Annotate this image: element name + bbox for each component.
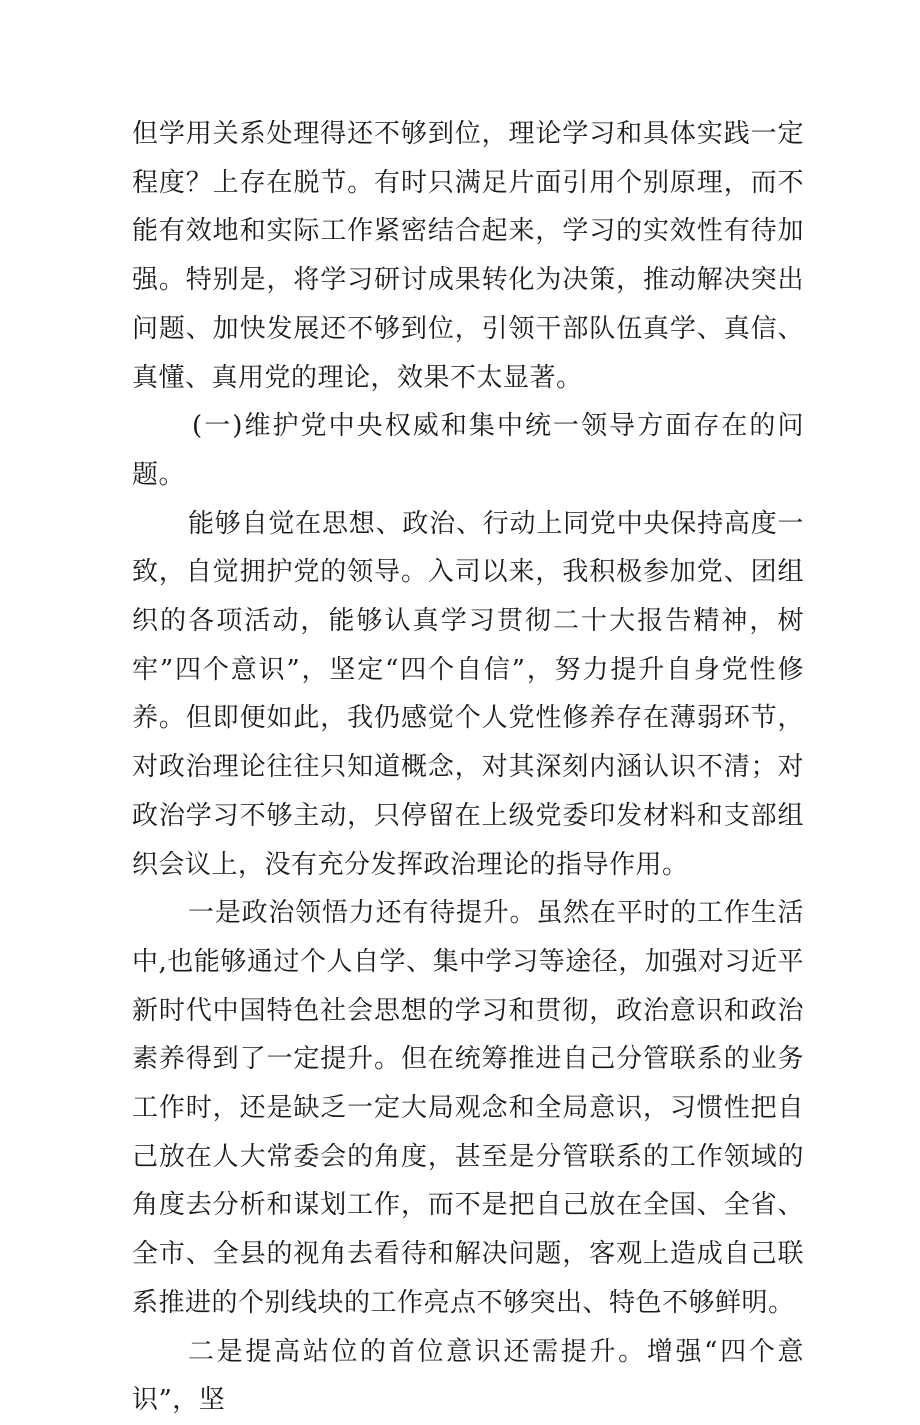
document-body	[132, 110, 804, 1425]
paragraph-5: 二是提高站位的首位意识还需提升。增强“四个意识”，坚	[132, 1336, 804, 1416]
paragraph-4: 一是政治领悟力还有待提升。虽然在平时的工作生活中,也能够通过个人自学、集中学习等途径，加强对习近平新时代中国特色社会思想的学习和贯彻，政治意识和政治素养得到了一定提升。但在统筹推进自己分管联系的业务工作时，还是缺乏一定大局观念和全局意识，习惯性把自己放在人大常委会的角度，甚至是分管联系的工作领域的角度去分析和谋划工作，而不是把自己放在全国、全省、全市、全县的视角去看待和解决问题，客观上造成自己联系推进的个别线块的工作亮点不够突出、特色不够鲜明。	[132, 898, 804, 1318]
section-heading: (一)维护党中央权威和集中统一领导方面存在的问题。	[132, 411, 804, 490]
paragraph-1: 但学用关系处理得还不够到位，理论学习和具体实践一定程度？上存在脱节。有时只满足片面引用个别原理，而不能有效地和实际工作紧密结合起来，学习的实效性有待加强。特别是，将学习研讨成果转化为决策，推动解决突出问题、加快发展还不够到位，引领干部队伍真学、真信、真懂、真用党的理论，效果不太显著。	[132, 119, 804, 393]
paragraph-3: 能够自觉在思想、政治、行动上同党中央保持高度一致，自觉拥护党的领导。入司以来，我积极参加党、团组织的各项活动，能够认真学习贯彻二十大报告精神，树牢”四个意识”，坚定“四个自信”，努力提升自身党性修养。但即便如此，我仍感觉个人党性修养存在薄弱环节，对政治理论往往只知道概念，对其深刻内涵认识不清；对政治学习不够主动，只停留在上级党委印发材料和支部组织会议上，没有充分发挥政治理论的指导作用。	[132, 508, 804, 880]
